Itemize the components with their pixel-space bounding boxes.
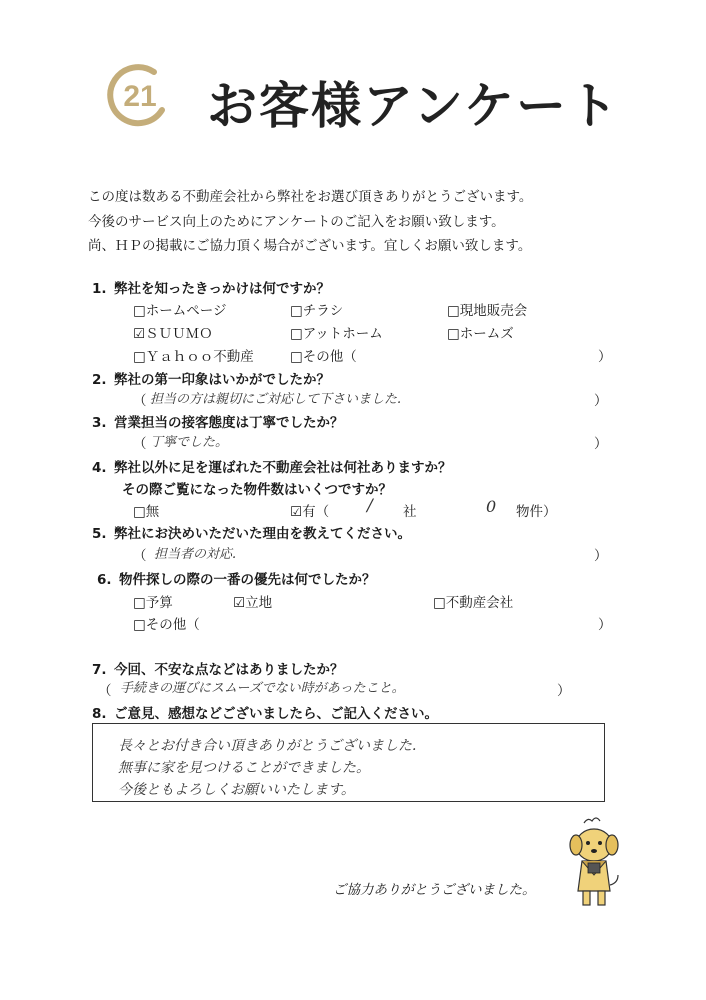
intro-line: 今後のサービス向上のためにアンケートのご記入をお願い致します。 (88, 214, 505, 230)
close-paren: ） (594, 548, 608, 564)
q6-option-other[interactable]: □その他（ (133, 617, 200, 633)
q6-option-agency[interactable]: □不動産会社 (433, 595, 514, 611)
question-number: 2. (92, 372, 107, 388)
question-3 (92, 411, 344, 431)
q8-answer-line: 今後ともよろしくお願いいたします。 (118, 782, 355, 798)
q4-slash: / (367, 496, 373, 516)
page-title: お客様アンケート (207, 77, 620, 135)
q1-option-flyer[interactable]: □チラシ (290, 303, 344, 319)
question-label: 弊社を知ったきっかけは何ですか？ (114, 281, 330, 297)
open-paren: （ (133, 548, 147, 564)
q1-option-homepage[interactable]: □ホームページ (133, 303, 227, 319)
question-2 (92, 368, 330, 388)
q6-option-budget[interactable]: □予算 (133, 595, 173, 611)
logo-text: 21 (123, 80, 157, 113)
q4-company-unit: 社 (403, 504, 417, 520)
q2-answer[interactable]: 担当の方は親切にご対応して下さいました. (150, 392, 402, 407)
question-6 (97, 568, 376, 588)
question-label: 物件探しの際の一番の優先は何でしたか？ (119, 572, 376, 588)
q1-option-yahoo[interactable]: □Ｙａｈｏｏ不動産 (133, 349, 254, 365)
century21-logo (104, 60, 174, 130)
q4-option-yes[interactable]: ☑有（ (290, 504, 330, 520)
q8-answer-line: 長々とお付き合い頂きありがとうございました. (118, 738, 417, 754)
question-label: 弊社にお決めいただいた理由を教えてください。 (114, 526, 411, 542)
close-paren: ） (594, 393, 608, 409)
q5-answer[interactable]: 担当者の対応. (154, 547, 237, 562)
question-number: 7. (92, 662, 107, 678)
intro-line: この度は数ある不動産会社から弊社をお選び頂きありがとうございます。 (88, 189, 533, 205)
q8-answer-line: 無事に家を見つけることができました。 (118, 760, 370, 776)
question-label: ご意見、感想などございましたら、ご記入ください。 (114, 706, 438, 722)
close-paren: ） (598, 617, 612, 633)
question-8 (92, 702, 438, 722)
question-number: 6. (97, 572, 112, 588)
q1-option-homes[interactable]: □ホームズ (447, 326, 514, 342)
close-paren: ） (594, 436, 608, 452)
question-number: 5. (92, 526, 107, 542)
dog-mascot-icon (566, 815, 622, 909)
question-5 (92, 522, 411, 542)
q7-answer[interactable]: 手続きの運びにスムーズでない時があったこと。 (120, 681, 405, 696)
open-paren: （ (98, 683, 112, 699)
question-number: 8. (92, 706, 107, 722)
question-1 (92, 277, 330, 297)
open-paren: （ (133, 393, 147, 409)
q4-property-unit: 物件） (516, 504, 557, 520)
q1-option-athome[interactable]: □アットホーム (290, 326, 383, 342)
question-label: 弊社の第一印象はいかがでしたか？ (114, 372, 330, 388)
question-number: 3. (92, 415, 107, 431)
q1-option-suumo[interactable]: ☑ＳＵＵＭＯ (133, 326, 213, 342)
q1-option-other[interactable]: □その他（ (290, 349, 357, 365)
close-paren: ） (557, 683, 571, 699)
question-label: 今回、不安な点などはありましたか？ (114, 662, 344, 678)
question-4 (92, 456, 452, 476)
q1-option-open-house[interactable]: □現地販売会 (447, 303, 528, 319)
question-label: 営業担当の接客態度は丁寧でしたか？ (114, 415, 344, 431)
q3-answer[interactable]: 丁寧でした。 (150, 435, 229, 450)
close-paren: ） (598, 349, 612, 365)
question-4-sub: その際ご覧になった物件数はいくつですか？ (122, 482, 392, 498)
intro-line: 尚、ＨＰの掲載にご協力頂く場合がございます。宜しくお願い致します。 (88, 238, 532, 254)
thanks-message: ご協力ありがとうございました。 (333, 882, 536, 898)
question-number: 1. (92, 281, 107, 297)
q6-option-location[interactable]: ☑立地 (233, 595, 273, 611)
q4-option-none[interactable]: □無 (133, 504, 160, 520)
question-7 (92, 658, 344, 678)
question-label: 弊社以外に足を運ばれた不動産会社は何社ありますか？ (114, 460, 452, 476)
open-paren: （ (133, 436, 147, 452)
question-number: 4. (92, 460, 107, 476)
q4-property-count[interactable]: 0 (486, 497, 497, 516)
